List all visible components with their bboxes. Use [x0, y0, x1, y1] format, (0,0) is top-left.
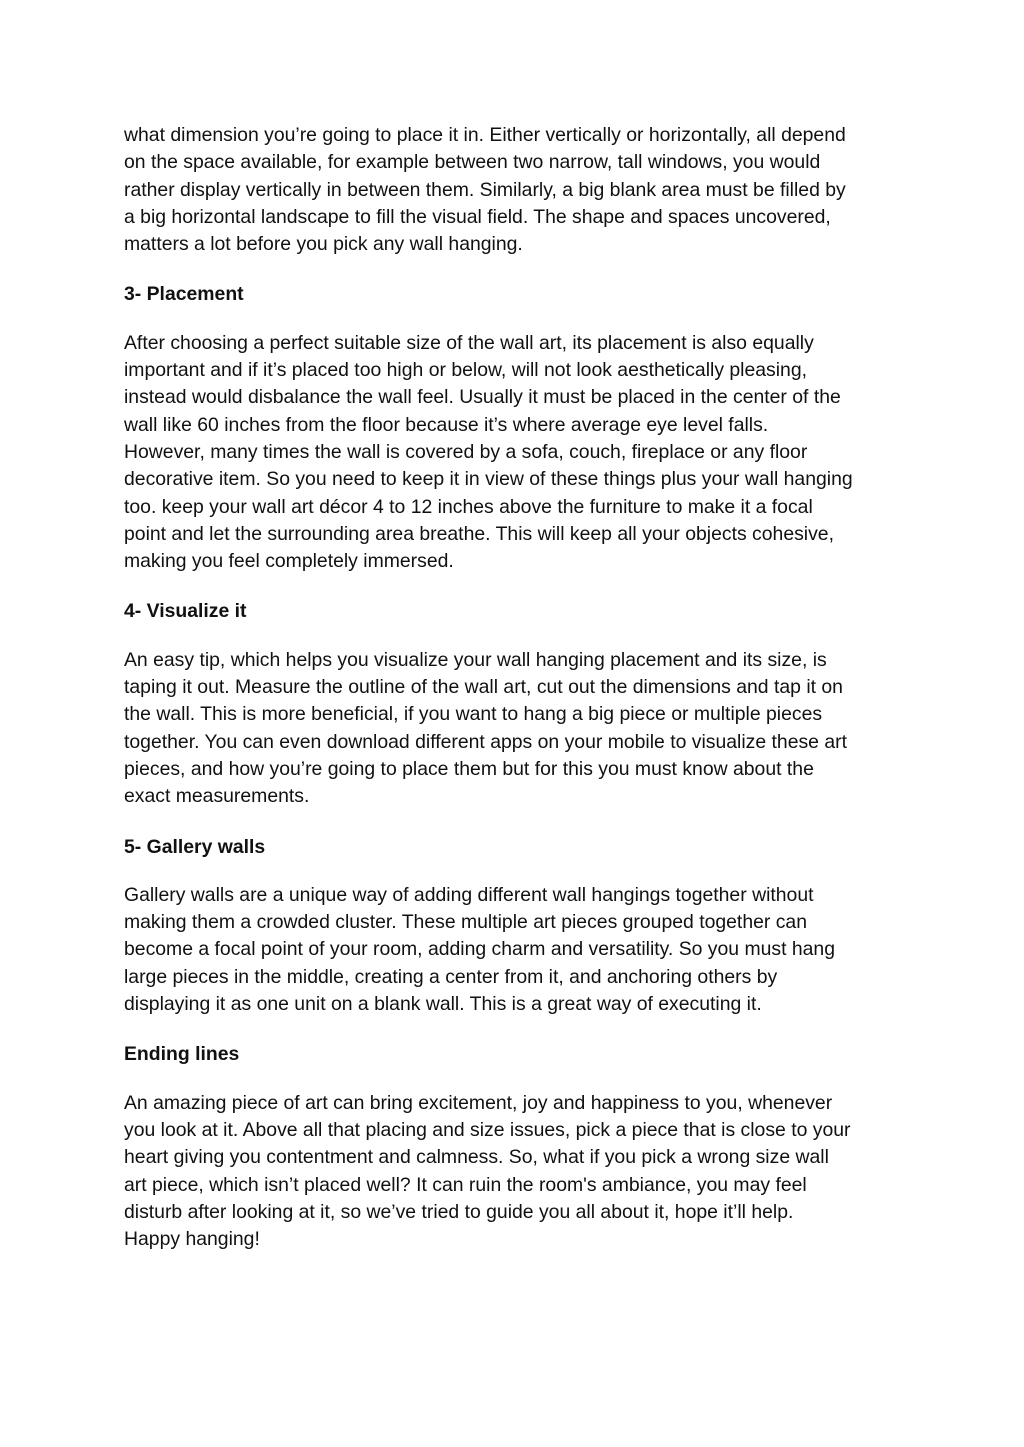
section-heading-gallery-walls: 5- Gallery walls	[124, 835, 266, 858]
text-line: large pieces in the middle, creating a center from it, and anchoring others by	[124, 965, 778, 988]
section-heading-placement: 3- Placement	[124, 283, 244, 306]
text-line: art piece, which isn’t placed well? It can ruin the room's ambiance, you may feel	[124, 1173, 807, 1196]
text-line: An amazing piece of art can bring excitement, joy and happiness to you, whenever	[124, 1091, 833, 1114]
text-line: However, many times the wall is covered by a sofa, couch, fireplace or any floor	[124, 440, 808, 463]
section-paragraph-gallery-walls	[124, 882, 914, 1018]
text-line: An easy tip, which helps you visualize your wall hanging placement and its size, is	[124, 648, 827, 671]
text-line: rather display vertically in between them. Similarly, a big blank area must be filled by	[124, 178, 846, 201]
text-line: matters a lot before you pick any wall hanging.	[124, 233, 523, 256]
section-paragraph-ending-lines	[124, 1090, 914, 1254]
text-line: wall like 60 inches from the floor because it’s where average eye level falls.	[124, 413, 769, 436]
text-line: instead would disbalance the wall feel. Usually it must be placed in the center of the	[124, 386, 841, 409]
text-line: Happy hanging!	[124, 1228, 260, 1251]
text-line: making you feel completely immersed.	[124, 550, 454, 573]
intro-paragraph	[124, 122, 914, 258]
text-line: what dimension you’re going to place it in. Either vertically or horizontally, all depend	[124, 124, 846, 146]
document-page	[124, 122, 914, 1253]
text-line: making them a crowded cluster. These multiple art pieces grouped together can	[124, 911, 807, 934]
text-line: pieces, and how you’re going to place them but for this you must know about the	[124, 757, 814, 780]
text-line: a big horizontal landscape to fill the visual field. The shape and spaces uncovered,	[124, 205, 831, 228]
text-line: together. You can even download different apps on your mobile to visualize these art	[124, 730, 847, 753]
section-paragraph-placement	[124, 330, 914, 576]
text-line: on the space available, for example between two narrow, tall windows, you would	[124, 151, 821, 174]
text-line: displaying it as one unit on a blank wall. This is a great way of executing it.	[124, 993, 762, 1016]
text-line: Gallery walls are a unique way of adding different wall hangings together without	[124, 883, 814, 906]
text-line: you look at it. Above all that placing and size issues, pick a piece that is close to your	[124, 1118, 851, 1141]
text-line: too. keep your wall art décor 4 to 12 inches above the furniture to make it a focal	[124, 495, 813, 518]
text-line: become a focal point of your room, adding charm and versatility. So you must hang	[124, 938, 836, 961]
text-line: important and if it’s placed too high or below, will not look aesthetically pleasing,	[124, 359, 808, 382]
section-heading-visualize: 4- Visualize it	[124, 600, 247, 623]
text-line: taping it out. Measure the outline of the wall art, cut out the dimensions and tap it on	[124, 676, 843, 699]
text-line: disturb after looking at it, so we’ve tried to guide you all about it, hope it’ll help.	[124, 1200, 794, 1223]
text-line: decorative item. So you need to keep it in view of these things plus your wall hanging	[124, 468, 853, 491]
text-line: heart giving you contentment and calmness. So, what if you pick a wrong size wall	[124, 1146, 829, 1169]
text-line: After choosing a perfect suitable size of the wall art, its placement is also equally	[124, 331, 814, 354]
section-heading-ending-lines: Ending lines	[124, 1043, 240, 1066]
section-paragraph-visualize	[124, 647, 914, 811]
text-line: the wall. This is more beneficial, if you want to hang a big piece or multiple pieces	[124, 703, 823, 726]
text-line: point and let the surrounding area breathe. This will keep all your objects cohesive,	[124, 522, 834, 545]
text-line: exact measurements.	[124, 785, 310, 808]
